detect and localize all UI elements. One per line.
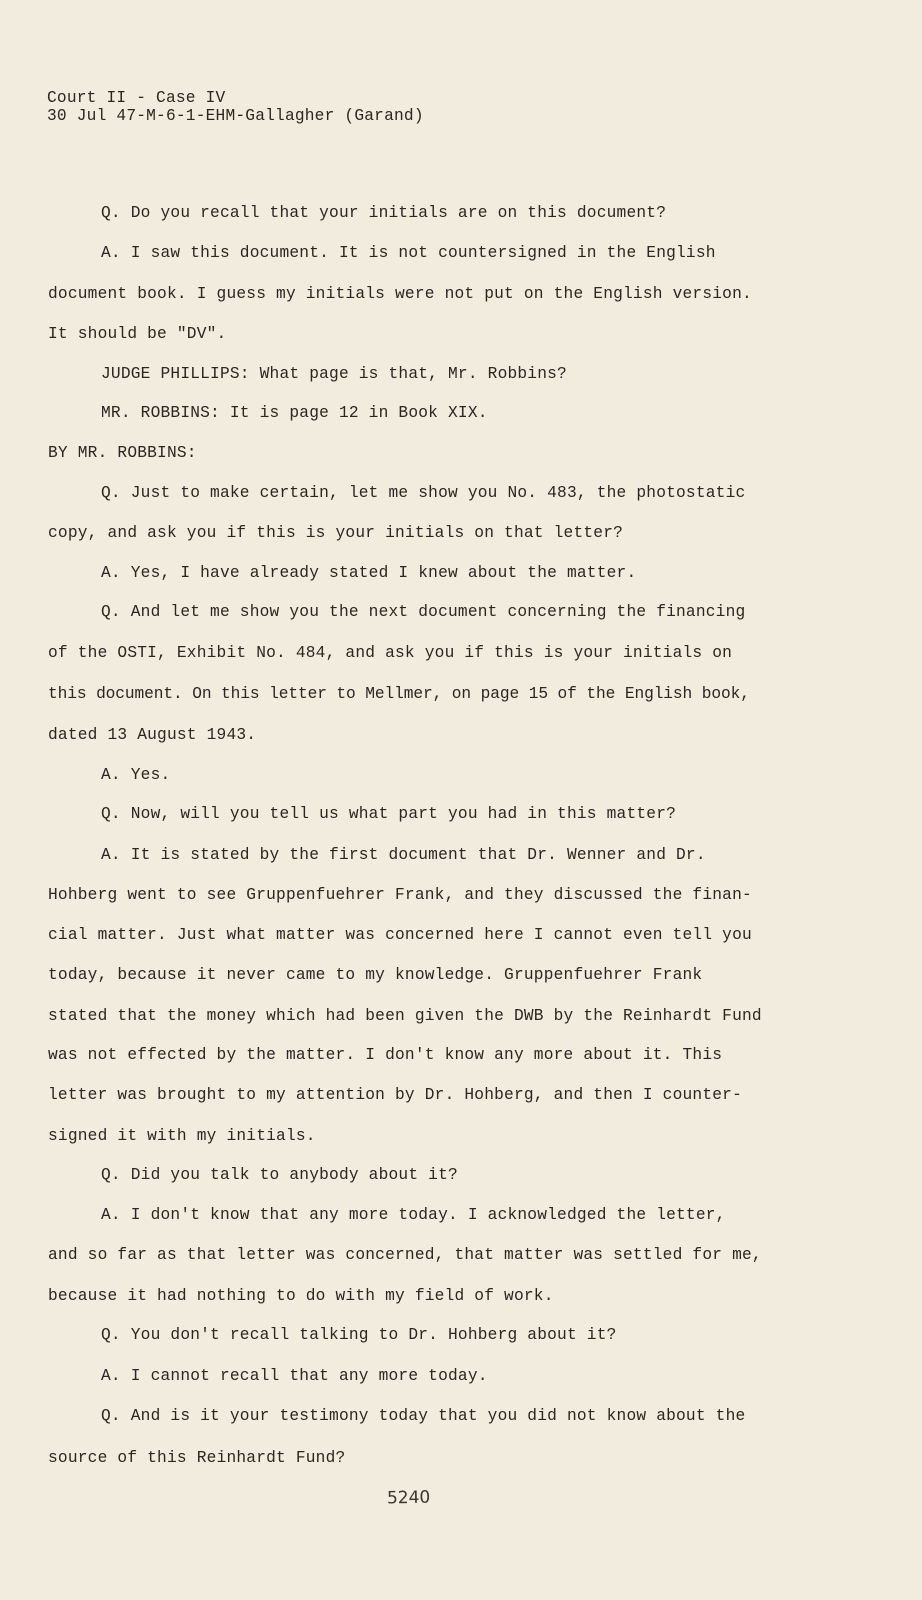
transcript-line-20: today, because it never came to my knowledge. Gruppenfuehrer Frank: [48, 966, 703, 984]
transcript-line-18: Hohberg went to see Gruppenfuehrer Frank, and they discussed the finan-: [48, 886, 752, 904]
transcript-line-12: of the OSTI, Exhibit No. 484, and ask you if this is your initials on: [48, 644, 733, 662]
transcript-line-5: JUDGE PHILLIPS: What page is that, Mr. Robbins?: [101, 365, 567, 383]
transcript-line-17: A. It is stated by the first document that Dr. Wenner and Dr.: [101, 846, 706, 864]
transcript-line-10: A. Yes, I have already stated I knew about the matter.: [101, 564, 637, 582]
transcript-line-25: Q. Did you talk to anybody about it?: [101, 1166, 458, 1184]
transcript-line-22: was not effected by the matter. I don't know any more about it. This: [48, 1046, 723, 1064]
transcript-line-8: Q. Just to make certain, let me show you No. 483, the photostatic: [101, 484, 746, 502]
header-line-2: 30 Jul 47-M-6-1-EHM-Gallagher (Garand): [47, 107, 424, 125]
transcript-line-24: signed it with my initials.: [48, 1127, 316, 1145]
transcript-line-27: and so far as that letter was concerned, that matter was settled for me,: [48, 1246, 762, 1264]
transcript-line-31: Q. And is it your testimony today that you did not know about the: [101, 1407, 746, 1425]
transcript-line-16: Q. Now, will you tell us what part you had in this matter?: [101, 805, 677, 823]
transcript-line-4: It should be "DV".: [48, 325, 227, 343]
header-line-1: Court II - Case IV: [47, 89, 226, 107]
transcript-line-19: cial matter. Just what matter was concerned here I cannot even tell you: [48, 926, 752, 944]
transcript-line-32: source of this Reinhardt Fund?: [48, 1449, 346, 1467]
transcript-line-7: BY MR. ROBBINS:: [48, 444, 197, 462]
transcript-line-23: letter was brought to my attention by Dr. Hohberg, and then I counter-: [48, 1086, 742, 1104]
transcript-line-21: stated that the money which had been given the DWB by the Reinhardt Fund: [48, 1007, 762, 1025]
transcript-line-30: A. I cannot recall that any more today.: [101, 1367, 488, 1385]
transcript-line-11: Q. And let me show you the next document concerning the financing: [101, 603, 746, 621]
transcript-line-15: A. Yes.: [101, 766, 171, 784]
transcript-line-14: dated 13 August 1943.: [48, 726, 257, 744]
transcript-line-6: MR. ROBBINS: It is page 12 in Book XIX.: [101, 404, 488, 422]
transcript-line-3: document book. I guess my initials were not put on the English version.: [48, 285, 752, 303]
transcript-line-29: Q. You don't recall talking to Dr. Hohberg about it?: [101, 1326, 617, 1344]
transcript-line-9: copy, and ask you if this is your initials on that letter?: [48, 524, 624, 542]
transcript-line-2: A. I saw this document. It is not countersigned in the English: [101, 244, 716, 262]
transcript-line-28: because it had nothing to do with my field of work.: [48, 1287, 554, 1305]
transcript-line-1: Q. Do you recall that your initials are on this document?: [101, 204, 667, 222]
transcript-line-26: A. I don't know that any more today. I acknowledged the letter,: [101, 1206, 726, 1224]
page-number: 5240: [386, 1487, 431, 1509]
transcript-line-13: this document. On this letter to Mellmer, on page 15 of the English book,: [48, 685, 750, 703]
